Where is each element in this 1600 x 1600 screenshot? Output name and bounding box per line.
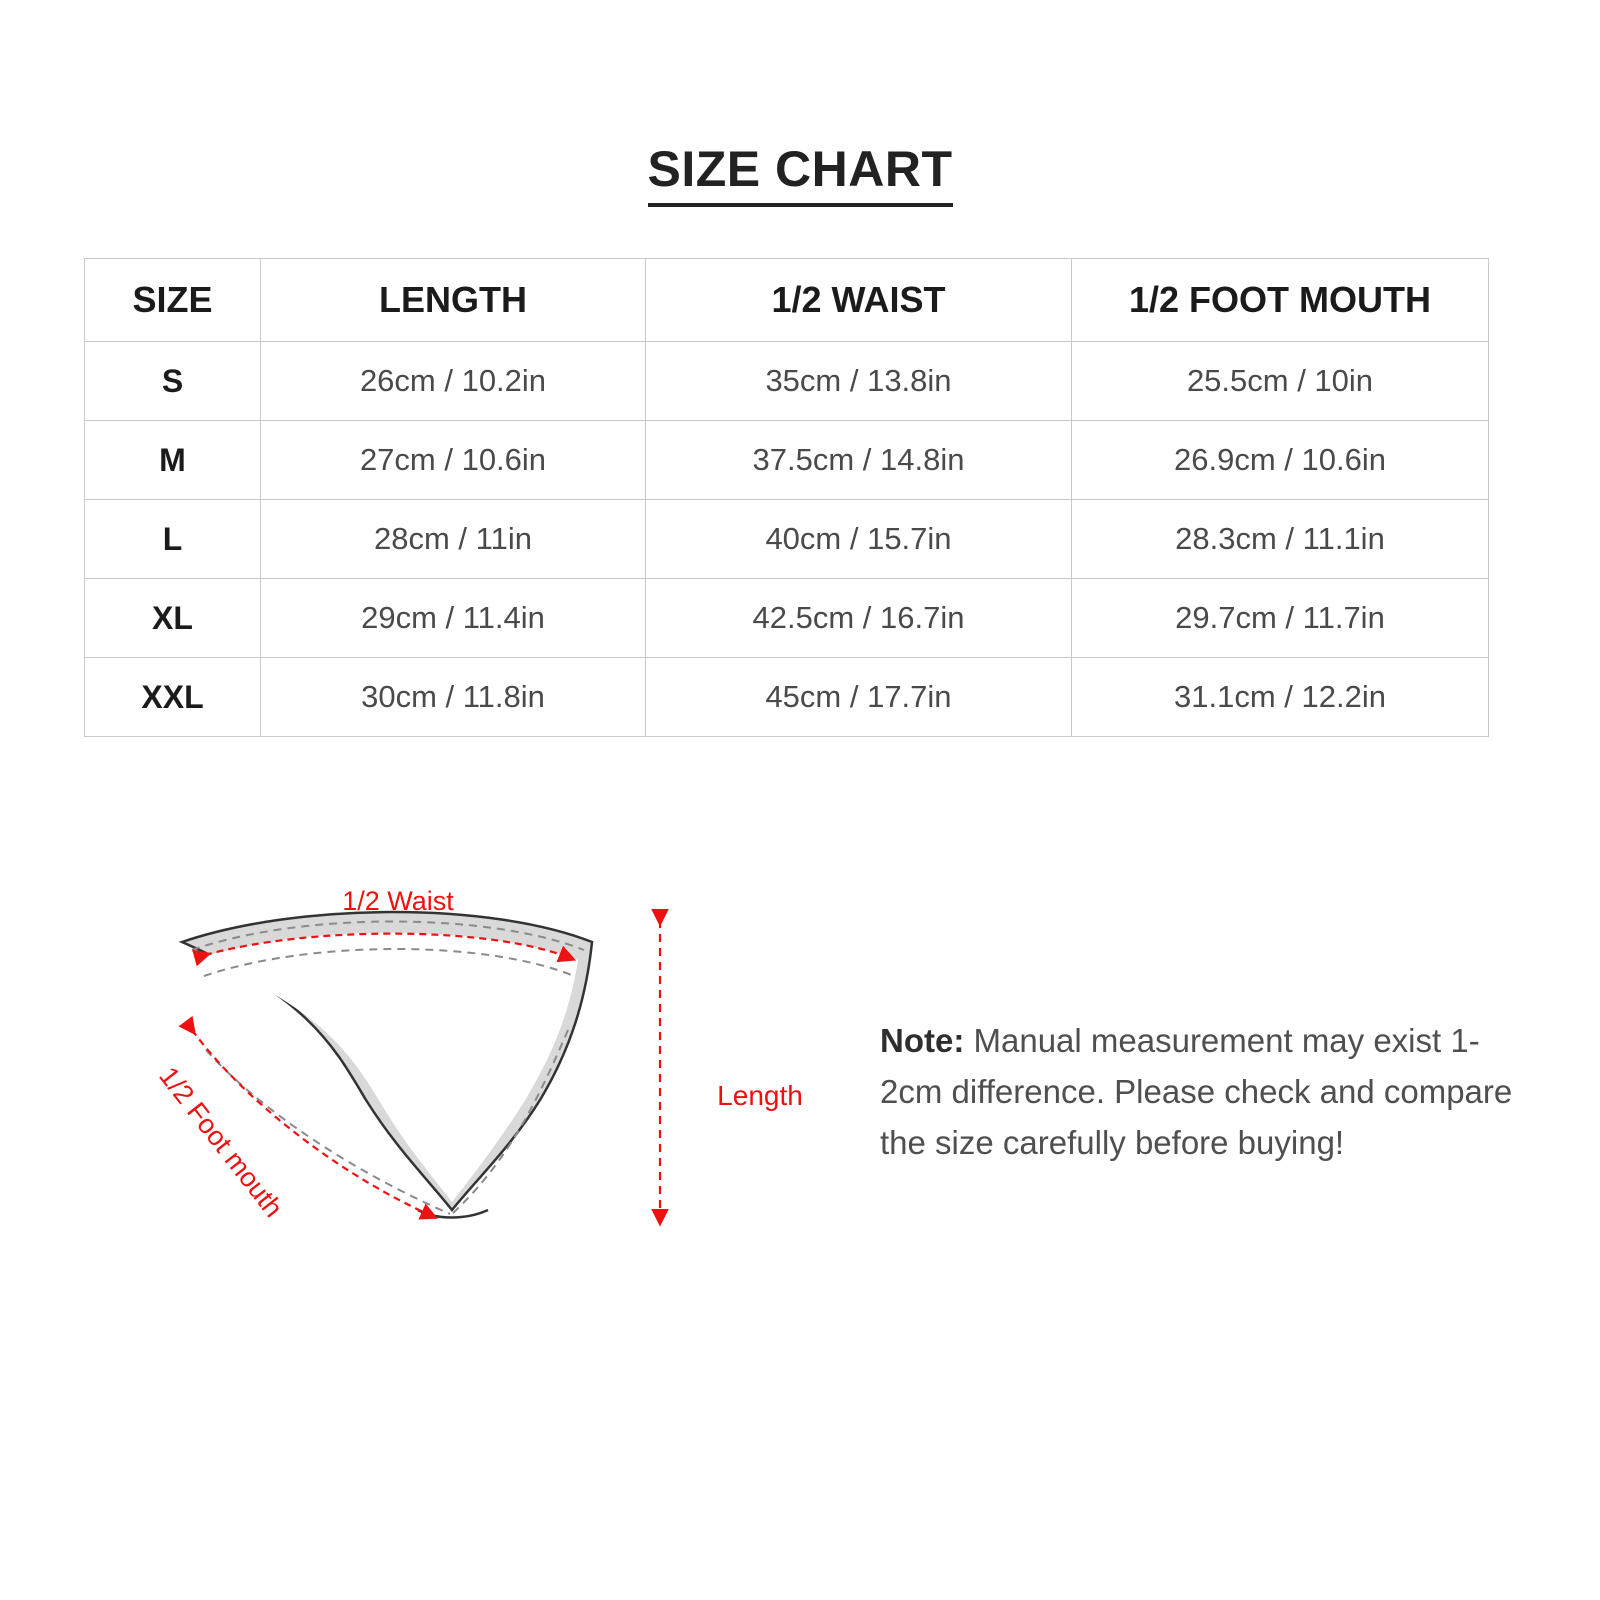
length-measure-label: Length	[717, 1080, 803, 1111]
panty-measurement-diagram	[100, 880, 800, 1300]
cell-length: 29cm / 11.4in	[261, 579, 646, 658]
cell-waist: 35cm / 13.8in	[646, 342, 1072, 421]
foot-mouth-measure-label: 1/2 Foot mouth	[153, 1061, 289, 1223]
table-row	[85, 500, 1489, 579]
cell-size: S	[85, 342, 261, 421]
cell-size: M	[85, 421, 261, 500]
column-header-size: SIZE	[85, 259, 261, 342]
note-text: Manual measurement may exist 1-2cm difference. Please check and compare the size carefully before buying!	[880, 1022, 1513, 1162]
page-title-text: SIZE CHART	[648, 141, 953, 207]
waist-measure-label: 1/2 Waist	[342, 886, 454, 916]
size-chart-table	[84, 258, 1489, 737]
cell-size: XL	[85, 579, 261, 658]
column-header-waist: 1/2 WAIST	[646, 259, 1072, 342]
table-row	[85, 421, 1489, 500]
cell-foot: 25.5cm / 10in	[1072, 342, 1489, 421]
cell-foot: 31.1cm / 12.2in	[1072, 658, 1489, 737]
cell-length: 27cm / 10.6in	[261, 421, 646, 500]
cell-size: XXL	[85, 658, 261, 737]
table-row	[85, 579, 1489, 658]
garment-inner-panel	[200, 933, 578, 1202]
table-row	[85, 342, 1489, 421]
measurement-note	[880, 1015, 1520, 1168]
cell-foot: 28.3cm / 11.1in	[1072, 500, 1489, 579]
cell-waist: 40cm / 15.7in	[646, 500, 1072, 579]
cell-length: 30cm / 11.8in	[261, 658, 646, 737]
cell-length: 28cm / 11in	[261, 500, 646, 579]
cell-size: L	[85, 500, 261, 579]
table-header-row	[85, 259, 1489, 342]
cell-waist: 42.5cm / 16.7in	[646, 579, 1072, 658]
column-header-foot: 1/2 FOOT MOUTH	[1072, 259, 1489, 342]
cell-waist: 37.5cm / 14.8in	[646, 421, 1072, 500]
note-prefix: Note:	[880, 1022, 965, 1059]
cell-foot: 26.9cm / 10.6in	[1072, 421, 1489, 500]
cell-waist: 45cm / 17.7in	[646, 658, 1072, 737]
cell-length: 26cm / 10.2in	[261, 342, 646, 421]
table-row	[85, 658, 1489, 737]
page-title	[0, 140, 1600, 198]
cell-foot: 29.7cm / 11.7in	[1072, 579, 1489, 658]
column-header-length: LENGTH	[261, 259, 646, 342]
